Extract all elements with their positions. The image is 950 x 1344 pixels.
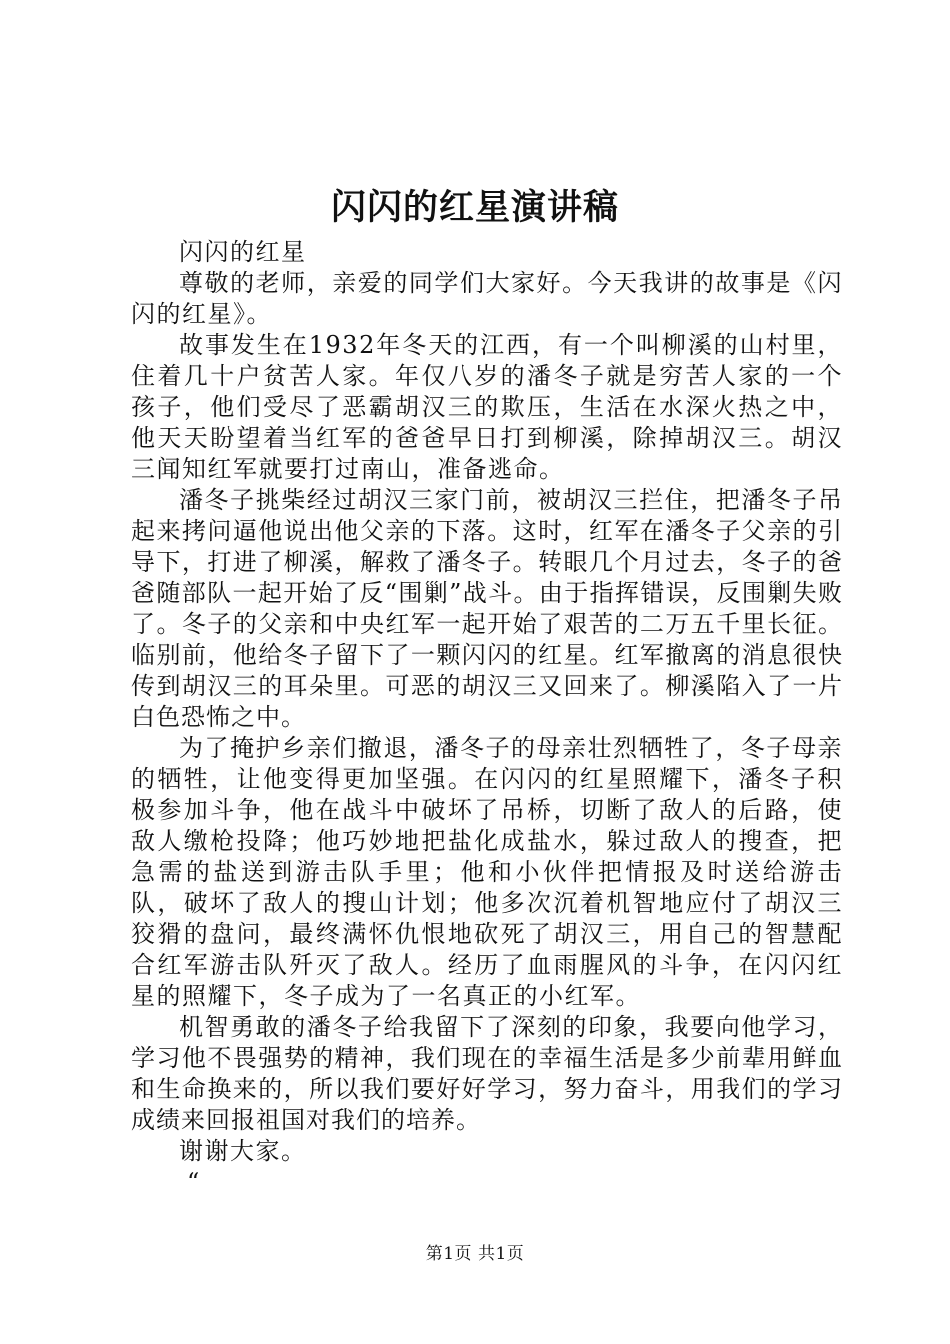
paragraph-closing: 谢谢大家。 <box>179 1137 307 1165</box>
paragraph-story-conflict: 潘冬子挑柴经过胡汉三家门前，被胡汉三拦住，把潘冬子吊起来拷问逼他说出他父亲的下落。这时，红军在潘冬子父亲的引导下，打进了柳溪，解救了潘冬子。转眼几个月过去，冬子的爸爸随部队一起开始了反“围剿”战斗。由于指挥错误，反围剿失败了。冬子的父亲和中央红军一起开始了艰苦的二万五千里长征。临别前，他给冬子留下了一颗闪闪的红星。红军撤离的消息很快传到胡汉三的耳朵里。可恶的胡汉三又回来了。柳溪陷入了一片白色恐怖之中。 <box>131 486 843 731</box>
paragraph-greeting: 尊敬的老师，亲爱的同学们大家好。今天我讲的故事是《闪闪的红星》。 <box>131 269 843 328</box>
trailing-quote-mark: “ <box>187 1168 200 1196</box>
page-footer: 第1页 共1页 <box>425 1244 525 1264</box>
page-title: 闪闪的红星演讲稿 <box>330 187 619 228</box>
paragraph-story-setting: 故事发生在1932年冬天的江西，有一个叫柳溪的山村里，住着几十户贫苦人家。年仅八岁的潘冬子就是穷苦人家的一个孩子，他们受尽了恶霸胡汉三的欺压，生活在水深火热之中，他天天盼望着当红军的爸爸早日打到柳溪，除掉胡汉三。胡汉三闻知红军就要打过南山，准备逃命。 <box>131 331 843 483</box>
paragraph-story-struggle: 为了掩护乡亲们撤退，潘冬子的母亲壮烈牺牲了，冬子母亲的牺牲，让他变得更加坚强。在闪闪的红星照耀下，潘冬子积极参加斗争，他在战斗中破坏了吊桥，切断了敌人的后路，使敌人缴枪投降；他巧妙地把盐化成盐水，躲过敌人的搜查，把急需的盐送到游击队手里；他和小伙伴把情报及时送给游击队，破坏了敌人的搜山计划；他多次沉着机智地应付了胡汉三狡猾的盘问，最终满怀仇恨地砍死了胡汉三，用自己的智慧配合红军游击队歼灭了敌人。经历了血雨腥风的斗争，在闪闪红星的照耀下，冬子成为了一名真正的小红军。 <box>131 734 843 1010</box>
paragraph-subtitle: 闪闪的红星 <box>179 238 307 266</box>
document-body <box>131 237 843 1198</box>
paragraph-reflection: 机智勇敢的潘冬子给我留下了深刻的印象，我要向他学习，学习他不畏强势的精神，我们现在的幸福生活是多少前辈用鲜血和生命换来的，所以我们要好好学习，努力奋斗，用我们的学习成绩来回报祖国对我们的培养。 <box>131 1013 843 1134</box>
